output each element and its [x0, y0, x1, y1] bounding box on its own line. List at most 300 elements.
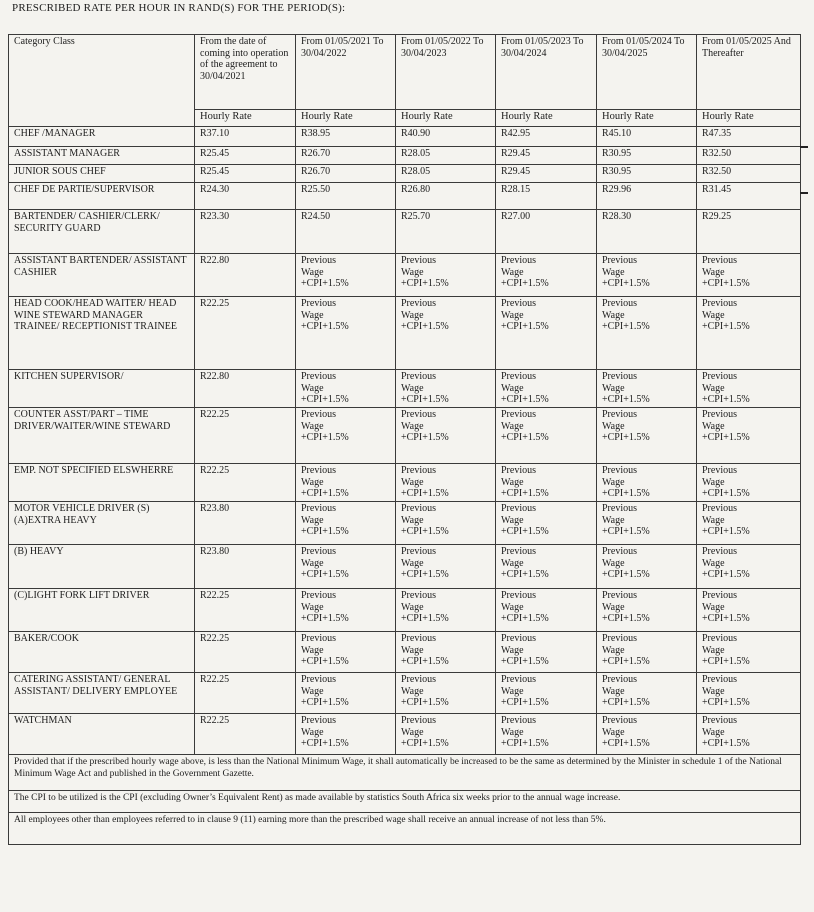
cpi-cell	[597, 632, 697, 673]
cpi-line: Wage	[602, 476, 625, 488]
cpi-cell	[697, 673, 801, 714]
cpi-line: Previous	[401, 503, 436, 514]
cpi-formula	[702, 590, 795, 625]
cpi-line: Wage	[401, 601, 424, 613]
cpi-line: Previous	[501, 503, 536, 514]
cpi-cell	[597, 464, 697, 502]
cpi-line: Previous	[602, 590, 637, 601]
cpi-cell	[597, 589, 697, 632]
cpi-line: +CPI+1.5%	[501, 488, 549, 499]
period-header: From 01/05/2025 And Thereafter	[697, 35, 801, 110]
rate-cell: R23.30	[195, 210, 296, 254]
cpi-line: Wage	[401, 644, 424, 656]
cpi-cell	[597, 370, 697, 408]
table-row	[9, 714, 801, 755]
cpi-formula	[602, 298, 691, 333]
cpi-line: Previous	[301, 590, 336, 601]
rate-cell: R29.96	[597, 183, 697, 210]
cpi-formula	[602, 633, 691, 668]
cpi-line: Wage	[301, 476, 324, 488]
cpi-formula	[702, 674, 795, 709]
cpi-formula	[702, 255, 795, 290]
period-header: From the date of coming into operation of the agreement to 30/04/2021	[195, 35, 296, 110]
cpi-line: Previous	[602, 633, 637, 644]
rate-cell: R29.45	[496, 165, 597, 183]
cpi-line: Wage	[301, 420, 324, 432]
rate-cell: R45.10	[597, 127, 697, 147]
cpi-cell	[697, 714, 801, 755]
category-cell: HEAD COOK/HEAD WAITER/ HEAD WINE STEWARD MANAGER TRAINEE/ RECEPTIONIST TRAINEE	[9, 297, 195, 370]
cpi-line: Previous	[501, 298, 536, 309]
period-header: From 01/05/2024 To 30/04/2025	[597, 35, 697, 110]
cpi-cell	[496, 370, 597, 408]
rate-cell: R26.70	[296, 147, 396, 165]
rate-cell: R22.25	[195, 464, 296, 502]
cpi-cell	[597, 673, 697, 714]
cpi-formula	[702, 465, 795, 500]
period-header: From 01/05/2021 To 30/04/2022	[296, 35, 396, 110]
cpi-line: Wage	[702, 476, 725, 488]
cpi-line: Previous	[602, 255, 637, 266]
cpi-formula	[501, 674, 591, 709]
cpi-formula	[401, 590, 490, 625]
cpi-cell	[496, 714, 597, 755]
footnote: Provided that if the prescribed hourly wage above, is less than the National Minimum Wage, it shall automatically be increased to be the same as determined by the Minister in schedule 1 of the National Minimum Wage Act and published in the Government Gazette.	[9, 755, 801, 791]
cpi-line: Previous	[401, 590, 436, 601]
cpi-line: Wage	[702, 382, 725, 394]
cpi-cell	[296, 254, 396, 297]
cpi-line: +CPI+1.5%	[401, 526, 449, 537]
table-row	[9, 254, 801, 297]
category-cell: COUNTER ASST/PART – TIME DRIVER/WAITER/WINE STEWARD	[9, 408, 195, 464]
cpi-line: +CPI+1.5%	[301, 432, 349, 443]
cpi-formula	[301, 465, 390, 500]
cpi-line: +CPI+1.5%	[501, 569, 549, 580]
cpi-line: Wage	[602, 309, 625, 321]
cpi-line: Previous	[702, 633, 737, 644]
cpi-cell	[396, 464, 496, 502]
table-row	[9, 127, 801, 147]
rate-cell: R23.80	[195, 545, 296, 589]
cpi-line: +CPI+1.5%	[401, 569, 449, 580]
cpi-line: Wage	[602, 266, 625, 278]
hourly-rate-label: Hourly Rate	[697, 110, 801, 127]
cpi-line: Previous	[401, 546, 436, 557]
cpi-cell	[697, 464, 801, 502]
cpi-formula	[702, 546, 795, 581]
cpi-cell	[697, 297, 801, 370]
rate-cell: R42.95	[496, 127, 597, 147]
cpi-line: +CPI+1.5%	[301, 656, 349, 667]
category-cell: CATERING ASSISTANT/ GENERAL ASSISTANT/ DELIVERY EMPLOYEE	[9, 673, 195, 714]
rate-cell: R24.30	[195, 183, 296, 210]
cpi-line: +CPI+1.5%	[501, 526, 549, 537]
cpi-line: Wage	[501, 420, 524, 432]
cpi-line: Previous	[602, 715, 637, 726]
cpi-line: Previous	[702, 255, 737, 266]
rate-cell: R26.70	[296, 165, 396, 183]
cpi-line: +CPI+1.5%	[602, 656, 650, 667]
cpi-line: Wage	[602, 557, 625, 569]
cpi-formula	[401, 371, 490, 406]
cpi-line: Previous	[602, 371, 637, 382]
category-cell: ASSISTANT BARTENDER/ ASSISTANT CASHIER	[9, 254, 195, 297]
category-cell: WATCHMAN	[9, 714, 195, 755]
cpi-cell	[697, 632, 801, 673]
cpi-line: +CPI+1.5%	[602, 278, 650, 289]
cpi-formula	[501, 465, 591, 500]
cpi-cell	[496, 254, 597, 297]
rate-cell: R22.25	[195, 408, 296, 464]
rate-cell: R25.45	[195, 165, 296, 183]
table-row	[9, 408, 801, 464]
rate-cell: R22.25	[195, 632, 296, 673]
hourly-rate-label: Hourly Rate	[195, 110, 296, 127]
cpi-line: Wage	[702, 644, 725, 656]
cpi-line: Wage	[301, 266, 324, 278]
category-cell: BAKER/COOK	[9, 632, 195, 673]
rate-cell: R32.50	[697, 147, 801, 165]
rate-cell: R23.80	[195, 502, 296, 545]
cpi-line: +CPI+1.5%	[702, 697, 750, 708]
cpi-line: Previous	[702, 298, 737, 309]
cpi-line: Wage	[501, 514, 524, 526]
cpi-cell	[296, 502, 396, 545]
cpi-line: Wage	[501, 726, 524, 738]
cpi-line: +CPI+1.5%	[702, 394, 750, 405]
margin-mark	[800, 146, 808, 148]
cpi-line: Previous	[401, 298, 436, 309]
cpi-cell	[597, 408, 697, 464]
cpi-formula	[401, 465, 490, 500]
cpi-formula	[301, 503, 390, 538]
cpi-line: Previous	[301, 371, 336, 382]
cpi-line: Wage	[602, 514, 625, 526]
rate-cell: R30.95	[597, 147, 697, 165]
cpi-line: Wage	[501, 476, 524, 488]
cpi-cell	[396, 714, 496, 755]
category-cell: EMP. NOT SPECIFIED ELSWHERRE	[9, 464, 195, 502]
cpi-line: +CPI+1.5%	[401, 613, 449, 624]
hourly-rate-label: Hourly Rate	[597, 110, 697, 127]
cpi-line: +CPI+1.5%	[602, 613, 650, 624]
table-row	[9, 147, 801, 165]
hourly-rate-label: Hourly Rate	[396, 110, 496, 127]
rate-cell: R32.50	[697, 165, 801, 183]
cpi-formula	[702, 503, 795, 538]
cpi-line: Wage	[602, 382, 625, 394]
rate-cell: R25.45	[195, 147, 296, 165]
cpi-line: Previous	[501, 409, 536, 420]
cpi-line: +CPI+1.5%	[602, 394, 650, 405]
table-row	[9, 370, 801, 408]
category-cell: KITCHEN SUPERVISOR/	[9, 370, 195, 408]
cpi-line: Wage	[301, 726, 324, 738]
cpi-formula	[602, 715, 691, 750]
cpi-formula	[301, 371, 390, 406]
cpi-line: Previous	[301, 715, 336, 726]
rate-cell: R22.80	[195, 254, 296, 297]
category-cell: JUNIOR SOUS CHEF	[9, 165, 195, 183]
cpi-line: +CPI+1.5%	[401, 394, 449, 405]
rate-cell: R25.70	[396, 210, 496, 254]
cpi-formula	[501, 503, 591, 538]
cpi-line: Wage	[702, 266, 725, 278]
cpi-line: Wage	[301, 601, 324, 613]
rate-cell: R28.05	[396, 165, 496, 183]
cpi-cell	[296, 545, 396, 589]
cpi-cell	[697, 545, 801, 589]
cpi-line: Previous	[602, 546, 637, 557]
cpi-line: Wage	[301, 382, 324, 394]
rate-cell: R22.25	[195, 589, 296, 632]
cpi-cell	[396, 370, 496, 408]
cpi-cell	[697, 254, 801, 297]
cpi-line: Wage	[602, 726, 625, 738]
page-title: PRESCRIBED RATE PER HOUR IN RAND(S) FOR THE PERIOD(S):	[12, 2, 346, 14]
rate-cell: R22.80	[195, 370, 296, 408]
cpi-cell	[597, 714, 697, 755]
margin-mark	[800, 192, 808, 194]
cpi-line: Wage	[301, 309, 324, 321]
cpi-line: Previous	[501, 590, 536, 601]
cpi-line: Wage	[401, 514, 424, 526]
rate-cell: R28.30	[597, 210, 697, 254]
cpi-line: Previous	[702, 503, 737, 514]
table-row	[9, 589, 801, 632]
rate-cell: R47.35	[697, 127, 801, 147]
cpi-line: +CPI+1.5%	[501, 697, 549, 708]
table-row	[9, 165, 801, 183]
cpi-line: +CPI+1.5%	[401, 697, 449, 708]
table-row	[9, 297, 801, 370]
cpi-line: Wage	[501, 557, 524, 569]
rate-cell: R22.25	[195, 297, 296, 370]
cpi-line: Wage	[301, 644, 324, 656]
cpi-line: Previous	[301, 546, 336, 557]
cpi-line: Previous	[702, 674, 737, 685]
cpi-cell	[396, 408, 496, 464]
cpi-formula	[501, 715, 591, 750]
period-header: From 01/05/2023 To 30/04/2024	[496, 35, 597, 110]
cpi-line: Previous	[501, 546, 536, 557]
cpi-line: Previous	[401, 409, 436, 420]
rate-cell: R27.00	[496, 210, 597, 254]
rate-cell: R29.25	[697, 210, 801, 254]
cpi-line: +CPI+1.5%	[301, 394, 349, 405]
cpi-cell	[697, 370, 801, 408]
cpi-line: Previous	[401, 715, 436, 726]
category-cell: ASSISTANT MANAGER	[9, 147, 195, 165]
cpi-line: Wage	[702, 557, 725, 569]
table-row	[9, 673, 801, 714]
cpi-line: +CPI+1.5%	[602, 488, 650, 499]
rate-cell: R38.95	[296, 127, 396, 147]
note-row	[9, 755, 801, 791]
rate-cell: R31.45	[697, 183, 801, 210]
cpi-line: Wage	[702, 726, 725, 738]
cpi-cell	[496, 297, 597, 370]
category-cell: CHEF DE PARTIE/SUPERVISOR	[9, 183, 195, 210]
cpi-line: Previous	[301, 465, 336, 476]
cpi-cell	[597, 502, 697, 545]
cpi-line: +CPI+1.5%	[702, 738, 750, 749]
cpi-line: +CPI+1.5%	[301, 278, 349, 289]
rate-cell: R22.25	[195, 673, 296, 714]
cpi-cell	[496, 464, 597, 502]
cpi-formula	[301, 409, 390, 444]
cpi-formula	[401, 633, 490, 668]
cpi-line: Previous	[301, 503, 336, 514]
cpi-line: +CPI+1.5%	[602, 569, 650, 580]
cpi-line: Wage	[401, 266, 424, 278]
cpi-formula	[301, 546, 390, 581]
table-row	[9, 502, 801, 545]
cpi-line: +CPI+1.5%	[702, 656, 750, 667]
cpi-line: +CPI+1.5%	[401, 738, 449, 749]
cpi-cell	[396, 632, 496, 673]
cpi-formula	[501, 255, 591, 290]
cpi-line: Wage	[602, 601, 625, 613]
rate-cell: R37.10	[195, 127, 296, 147]
category-cell: (C)LIGHT FORK LIFT DRIVER	[9, 589, 195, 632]
cpi-line: +CPI+1.5%	[301, 526, 349, 537]
cpi-line: Previous	[602, 503, 637, 514]
cpi-line: +CPI+1.5%	[602, 738, 650, 749]
cpi-line: +CPI+1.5%	[301, 738, 349, 749]
rate-cell: R29.45	[496, 147, 597, 165]
cpi-cell	[296, 714, 396, 755]
rate-cell: R25.50	[296, 183, 396, 210]
rate-cell: R26.80	[396, 183, 496, 210]
cpi-line: +CPI+1.5%	[501, 394, 549, 405]
cpi-formula	[702, 298, 795, 333]
table-row	[9, 632, 801, 673]
period-header: From 01/05/2022 To 30/04/2023	[396, 35, 496, 110]
cpi-line: Previous	[702, 409, 737, 420]
cpi-line: Wage	[501, 266, 524, 278]
cpi-line: +CPI+1.5%	[301, 488, 349, 499]
cpi-line: Wage	[501, 309, 524, 321]
cpi-line: +CPI+1.5%	[301, 569, 349, 580]
cpi-cell	[496, 589, 597, 632]
cpi-formula	[602, 674, 691, 709]
cpi-formula	[301, 633, 390, 668]
cpi-line: +CPI+1.5%	[702, 432, 750, 443]
cpi-cell	[396, 545, 496, 589]
cpi-formula	[702, 371, 795, 406]
cpi-line: +CPI+1.5%	[702, 613, 750, 624]
cpi-cell	[496, 673, 597, 714]
table-row	[9, 183, 801, 210]
cpi-cell	[496, 545, 597, 589]
cpi-cell	[496, 408, 597, 464]
cpi-line: Previous	[702, 590, 737, 601]
category-header: Category Class	[9, 35, 195, 127]
rate-cell: R28.05	[396, 147, 496, 165]
cpi-formula	[301, 715, 390, 750]
cpi-formula	[501, 298, 591, 333]
cpi-cell	[396, 254, 496, 297]
cpi-line: Previous	[501, 715, 536, 726]
cpi-line: Wage	[702, 514, 725, 526]
cpi-cell	[597, 254, 697, 297]
cpi-line: Wage	[602, 644, 625, 656]
cpi-line: Previous	[702, 465, 737, 476]
cpi-line: Wage	[501, 685, 524, 697]
cpi-line: Previous	[501, 674, 536, 685]
cpi-line: +CPI+1.5%	[301, 613, 349, 624]
cpi-cell	[597, 545, 697, 589]
cpi-line: Previous	[702, 715, 737, 726]
cpi-line: +CPI+1.5%	[501, 738, 549, 749]
cpi-line: Previous	[501, 465, 536, 476]
cpi-line: Previous	[501, 371, 536, 382]
cpi-formula	[501, 546, 591, 581]
cpi-line: +CPI+1.5%	[702, 526, 750, 537]
cpi-line: Wage	[501, 644, 524, 656]
cpi-line: Wage	[602, 420, 625, 432]
cpi-line: Wage	[301, 514, 324, 526]
cpi-formula	[401, 715, 490, 750]
category-cell: (B) HEAVY	[9, 545, 195, 589]
cpi-formula	[301, 590, 390, 625]
cpi-line: Previous	[602, 298, 637, 309]
category-cell: BARTENDER/ CASHIER/CLERK/ SECURITY GUARD	[9, 210, 195, 254]
cpi-line: Previous	[301, 633, 336, 644]
note-row	[9, 791, 801, 813]
cpi-cell	[496, 502, 597, 545]
cpi-line: Previous	[401, 674, 436, 685]
cpi-line: Wage	[602, 685, 625, 697]
cpi-line: Wage	[702, 601, 725, 613]
header-row	[9, 35, 801, 110]
cpi-line: +CPI+1.5%	[602, 321, 650, 332]
cpi-cell	[296, 464, 396, 502]
cpi-formula	[401, 409, 490, 444]
cpi-line: +CPI+1.5%	[501, 278, 549, 289]
cpi-line: Wage	[401, 726, 424, 738]
cpi-line: +CPI+1.5%	[702, 488, 750, 499]
cpi-line: +CPI+1.5%	[301, 697, 349, 708]
cpi-line: +CPI+1.5%	[702, 278, 750, 289]
cpi-line: Previous	[401, 255, 436, 266]
cpi-formula	[501, 590, 591, 625]
cpi-line: +CPI+1.5%	[501, 656, 549, 667]
cpi-line: Previous	[301, 409, 336, 420]
cpi-line: Wage	[501, 382, 524, 394]
cpi-line: Previous	[301, 298, 336, 309]
cpi-cell	[697, 408, 801, 464]
cpi-line: Wage	[501, 601, 524, 613]
cpi-formula	[602, 409, 691, 444]
table-row	[9, 545, 801, 589]
cpi-line: Previous	[401, 465, 436, 476]
cpi-cell	[296, 408, 396, 464]
cpi-formula	[301, 298, 390, 333]
hourly-rate-label: Hourly Rate	[496, 110, 597, 127]
cpi-formula	[602, 255, 691, 290]
cpi-cell	[396, 673, 496, 714]
cpi-line: Previous	[702, 371, 737, 382]
cpi-formula	[301, 255, 390, 290]
cpi-line: Previous	[301, 674, 336, 685]
cpi-line: Previous	[401, 371, 436, 382]
rate-cell: R28.15	[496, 183, 597, 210]
table-row	[9, 464, 801, 502]
category-cell: MOTOR VEHICLE DRIVER (S) (A)EXTRA HEAVY	[9, 502, 195, 545]
wage-rate-table	[8, 34, 801, 845]
